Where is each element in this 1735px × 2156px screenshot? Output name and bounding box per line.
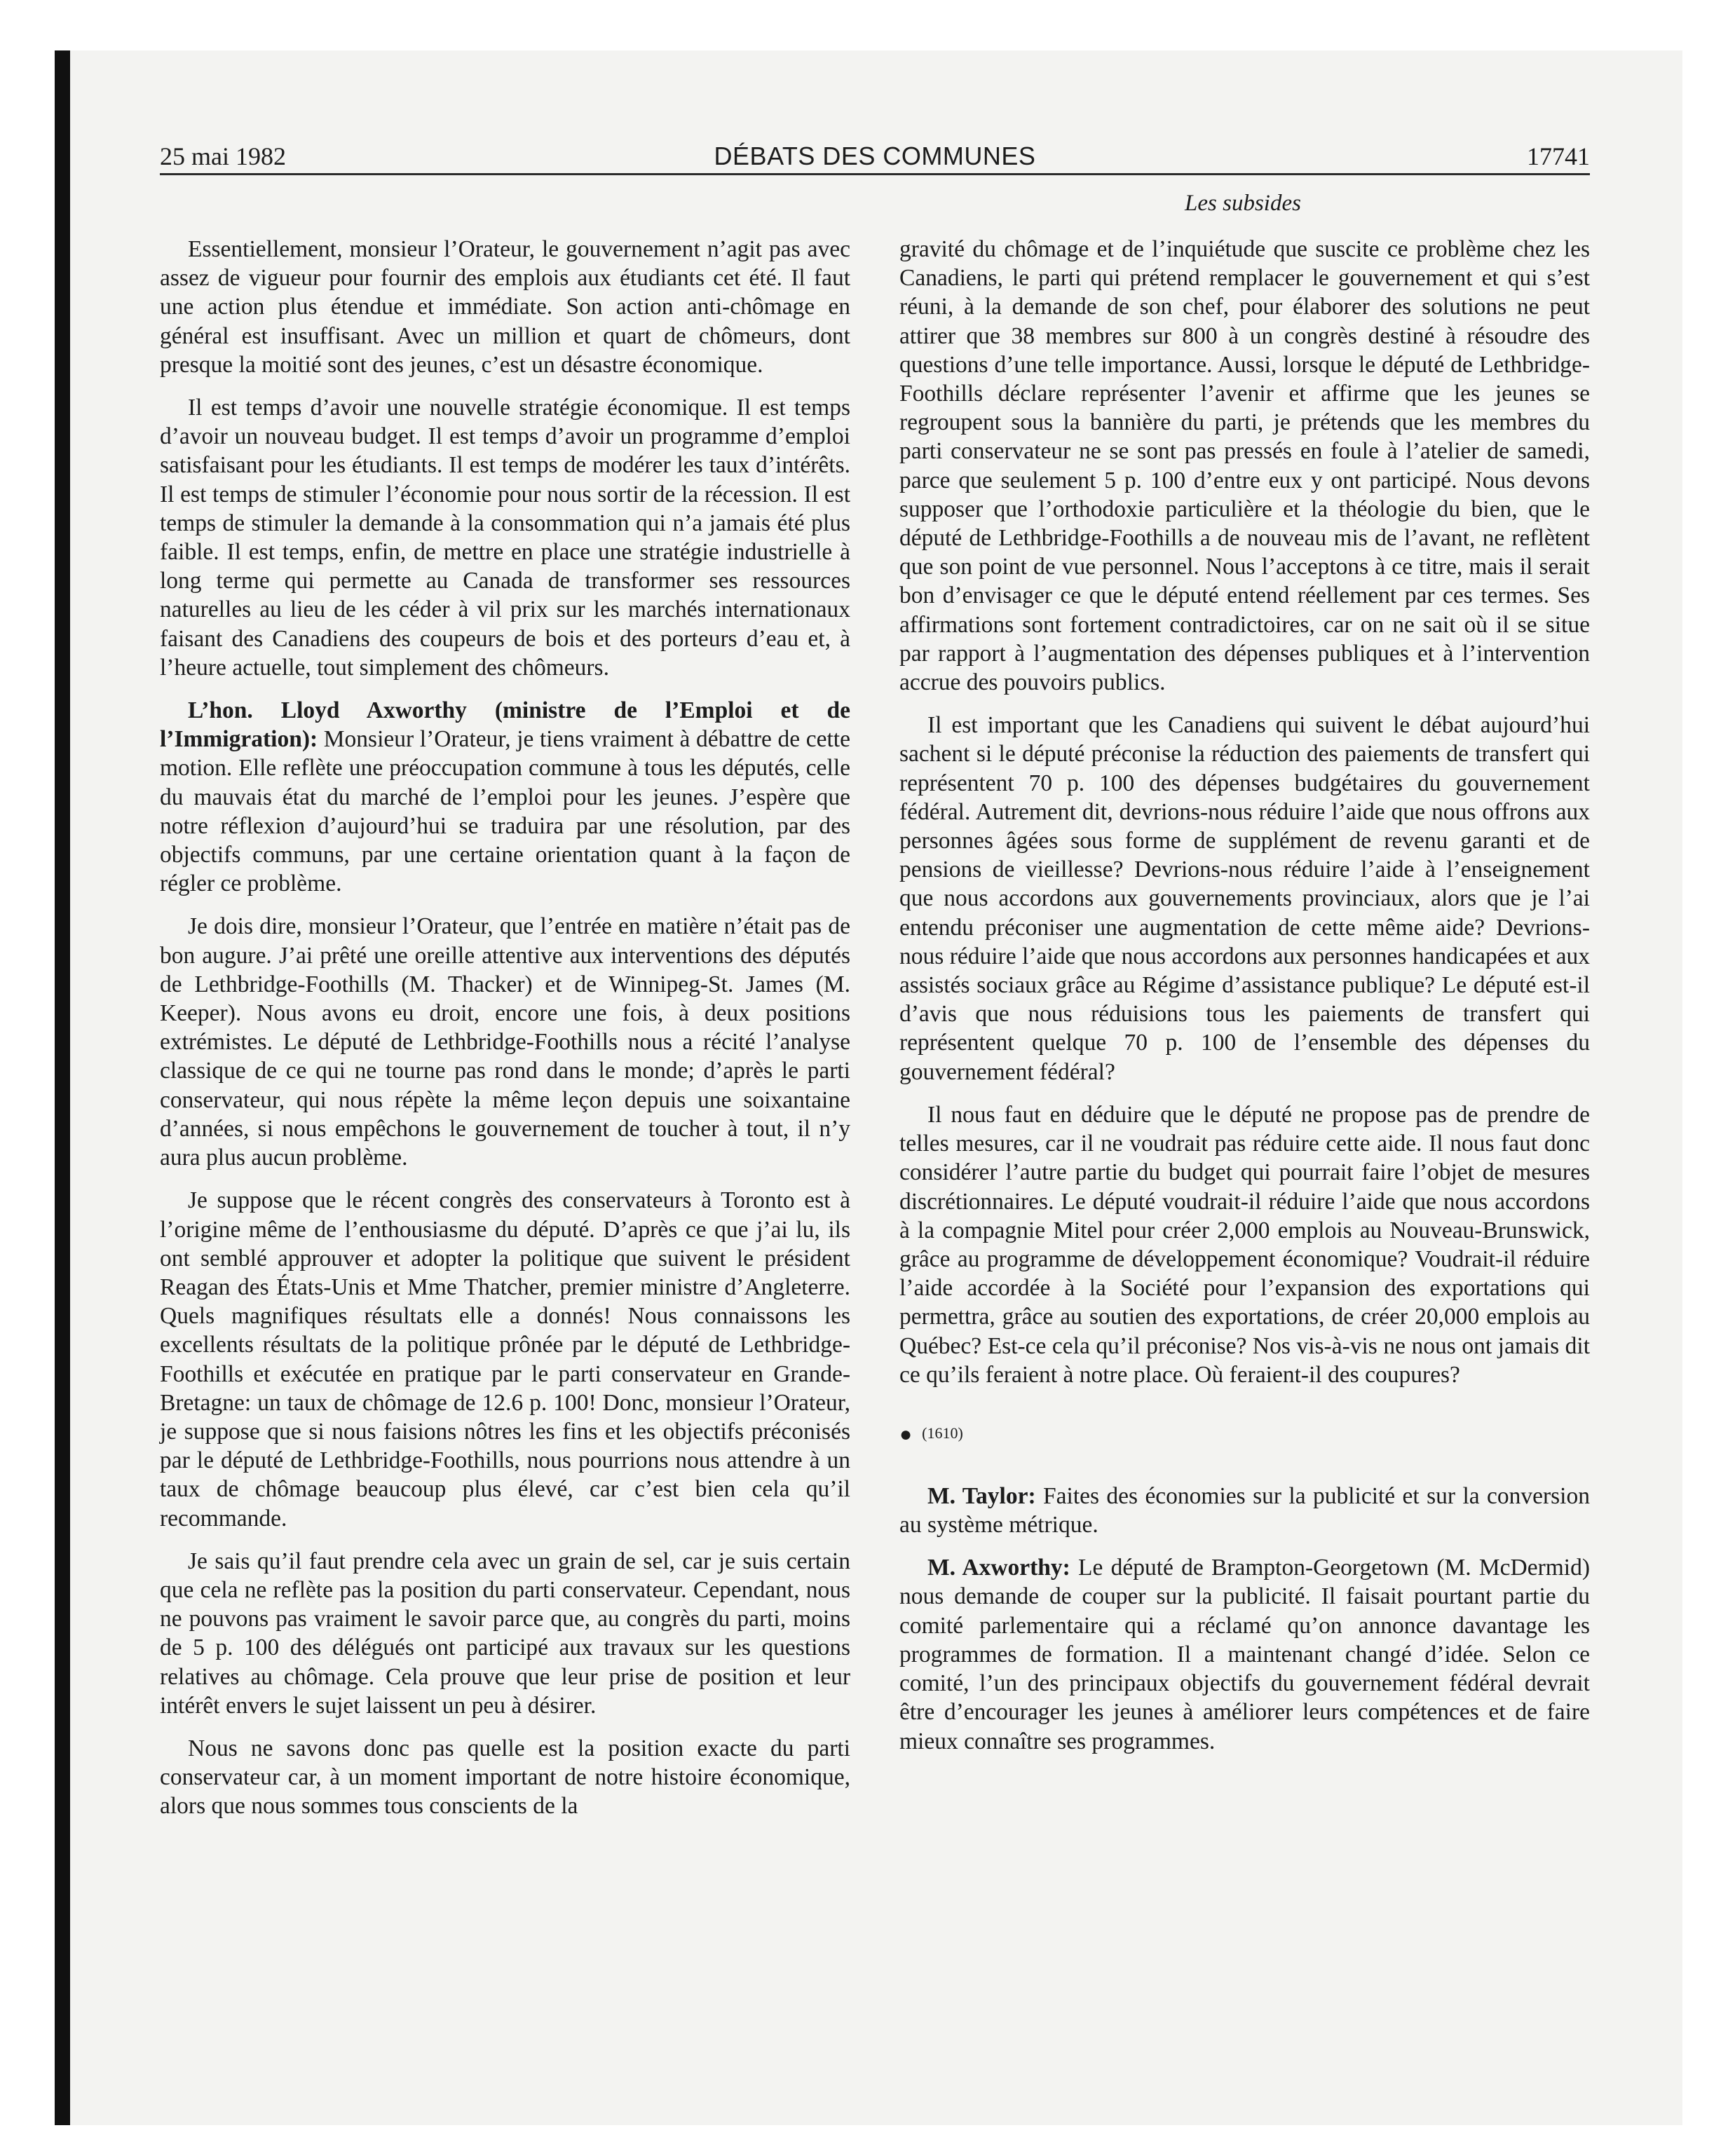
left-column [160, 235, 850, 1835]
header-date: 25 mai 1982 [160, 142, 286, 170]
page-header [160, 140, 1590, 172]
paragraph: Je suppose que le récent congrès des conservateurs à Toronto est à l’origine même de l’enthousiasme du député. D’après ce que j’ai lu, ils ont semblé approuver et adopter la politique que suivent le président Reagan des États-Unis et Mme Thatcher, premier ministre d’Angleterre. Quels magnifiques résultats elle a donnés! Nous connaissons les excellents résultats de la politique prônée par le député de Lethbridge-Foothills et exécutée en pratique par le parti conservateur en Grande-Bretagne: un taux de chômage de 12.6 p. 100! Donc, monsieur l’Orateur, je suppose que si nous faisions nôtres les fins et les objectifs préconisés par le député de Lethbridge-Foothills, nous pourrions nous attendre à un taux de chômage beaucoup plus élevé, car c’est bien cela qu’il recommande. [160, 1187, 850, 1531]
time-marker-text: (1610) [922, 1424, 963, 1442]
paragraph: gravité du chômage et de l’inquiétude que suscite ce problème chez les Canadiens, le parti qui prétend remplacer le gouvernement et qui s’est réuni, à la demande de son chef, pour élaborer des solutions ne peut attirer que 38 membres sur 800 à un congrès destiné à résoudre des questions d’une telle importance. Aussi, lorsque le député de Lethbridge-Foothills déclare représenter l’avenir et affirme que les jeunes se regroupent sous la bannière du parti, je prétends que les membres du parti conservateur ne se sont pas pressés en foule à l’atelier de samedi, parce que seulement 5 p. 100 d’entre eux y ont participé. Nous devons supposer que l’orthodoxie particulière et la théologie du bien, que le député de Lethbridge-Foothills a de nouveau mis de l’avant, ne reflètent que son point de vue personnel. Nous l’acceptons à ce titre, mais il serait bon d’envisager ce que le député entend réellement par ces termes. Ses affirmations sont fortement contradictoires, car on ne sait où il se situe par rapport à l’augmentation des dépenses publiques et à l’intervention accrue des pouvoirs publics. [899, 236, 1590, 696]
speaker-name: M. Taylor: [927, 1482, 1036, 1509]
speaker-name: L’hon. Lloyd Axworthy (ministre de l’Emploi et de l’Immigration): [160, 697, 850, 753]
paragraph [160, 696, 850, 898]
scan-edge [55, 50, 70, 2125]
header-rule [160, 173, 1590, 175]
paragraph: Il est temps d’avoir une nouvelle stratégie économique. Il est temps d’avoir un nouveau budget. Il est temps d’avoir un programme d’emploi satisfaisant pour les étudiants. Il est temps de modérer les taux d’intérêts. Il est temps de stimuler l’économie pour nous sortir de la récession. Il est temps de stimuler la demande à la consommation qui n’a jamais été plus faible. Il est temps, enfin, de mettre en place une stratégie industrielle à long terme qui permette au Canada de transformer ses ressources naturelles au lieu de les céder à vil prix sur les marchés internationaux faisant des Canadiens des coupeurs de bois et des porteurs d’eau et, à l’heure actuelle, tout simplement des chômeurs. [160, 395, 850, 681]
right-column [899, 235, 1590, 1770]
paragraph: Je sais qu’il faut prendre cela avec un grain de sel, car je suis certain que cela ne reflète pas la position du parti conservateur. Cependant, nous ne pouvons pas vraiment le savoir parce que, au congrès du parti, moins de 5 p. 100 des délégués ont participé aux travaux sur les questions relatives au chômage. Cela prouve que leur prise de position et leur intérêt envers le sujet laissent un peu à désirer. [160, 1548, 850, 1719]
bullet-icon: ● [899, 1422, 913, 1446]
speech-text: Le député de Brampton-Georgetown (M. McDermid) nous demande de couper sur la publicité. Il faisait pourtant partie du comité parlementaire qui a réclamé qu’on annonce davantage les programmes de formation. Il a maintenant changé d’idée. Selon ce comité, l’un des principaux objectifs du gouvernement fédéral devrait être d’encourager les jeunes à améliorer leurs compétences et de faire mieux connaître ses programmes. [899, 1555, 1591, 1754]
speech-text: Faites des économies sur la publicité et sur la conversion au système métrique. [899, 1482, 1590, 1538]
paragraph: Il est important que les Canadiens qui suivent le débat aujourd’hui sachent si le député préconise la réduction des paiements de transfert qui représentent 70 p. 100 des dépenses budgétaires du gouvernement fédéral. Autrement dit, devrions-nous réduire l’aide que nous offrons aux personnes âgées sous forme de supplément de revenu garanti et de pensions de vieillesse? Devrions-nous réduire l’aide à l’enseignement que nous accordons aux gouvernements provinciaux, alors que je l’ai entendu préconiser une augmentation de cette même aide? Devrions-nous réduire l’aide que nous accordons aux personnes handicapées et aux assistés sociaux grâce au Régime d’assistance publique? Le député est-il d’avis que nous réduisions tous les paiements de transfert qui représentent quelque 70 p. 100 de l’ensemble des dépenses du gouvernement fédéral? [899, 712, 1590, 1085]
speech-text: Monsieur l’Orateur, je tiens vraiment à débattre de cette motion. Elle reflète une préoccupation commune à tous les députés, celle du mauvais état du marché de l’emploi pour les jeunes. J’espère que notre réflexion d’aujourd’hui se traduira par une résolution, par des objectifs communs, par une certaine orientation quant à la façon de régler ce problème. [160, 726, 850, 897]
header-page-number: 17741 [1527, 142, 1590, 170]
paragraph [899, 1553, 1590, 1755]
paragraph: Nous ne savons donc pas quelle est la position exacte du parti conservateur car, à un moment important de notre histoire économique, alors que nous sommes tous conscients de la [160, 1735, 850, 1820]
header-title: DÉBATS DES COMMUNES [714, 142, 1036, 170]
paragraph: Essentiellement, monsieur l’Orateur, le gouvernement n’agit pas avec assez de vigueur pour fournir des emplois aux étudiants cet été. Il faut une action plus étendue et immédiate. Son action anti-chômage en général est insuffisant. Avec un million et quart de chômeurs, dont presque la moitié sont des jeunes, c’est un désastre économique. [160, 236, 850, 378]
paragraph [899, 1482, 1590, 1539]
paragraph: Il nous faut en déduire que le député ne propose pas de prendre de telles mesures, car il ne voudrait pas réduire cette aide. Il nous faut donc considérer l’autre partie du budget qui pourrait faire l’objet de mesures discrétionnaires. Le député voudrait-il réduire l’aide que nous accordons à la compagnie Mitel pour créer 2,000 emplois au Nouveau-Brunswick, grâce au programme de développement économique? Voudrait-il réduire l’aide accordée à la Société pour l’expansion des exportations qui permettra, grâce au soutien des exportations, de créer 20,000 emplois au Québec? Est-ce cela qu’il préconise? Nos vis-à-vis ne nous ont jamais dit ce qu’ils feraient à notre place. Où feraient-il des coupures? [899, 1101, 1590, 1388]
paragraph: Je dois dire, monsieur l’Orateur, que l’entrée en matière n’était pas de bon augure. J’ai prêté une oreille attentive aux interventions des députés de Lethbridge-Foothills (M. Thacker) et de Winnipeg-St. James (M. Keeper). Nous avons eu droit, encore une fois, à deux positions extrémistes. Le député de Lethbridge-Foothills nous a récité l’analyse classique de ce qui ne tourne pas rond dans le monde; d’après le parti conservateur, qui nous répète la même leçon depuis une soixantaine d’années, si nous empêchons le gouvernement de toucher à tout, il n’y aura plus aucun problème. [160, 913, 850, 1171]
time-marker [899, 1423, 1590, 1445]
section-title: Les subsides [1185, 191, 1301, 216]
speaker-name: M. Axworthy: [927, 1555, 1070, 1581]
